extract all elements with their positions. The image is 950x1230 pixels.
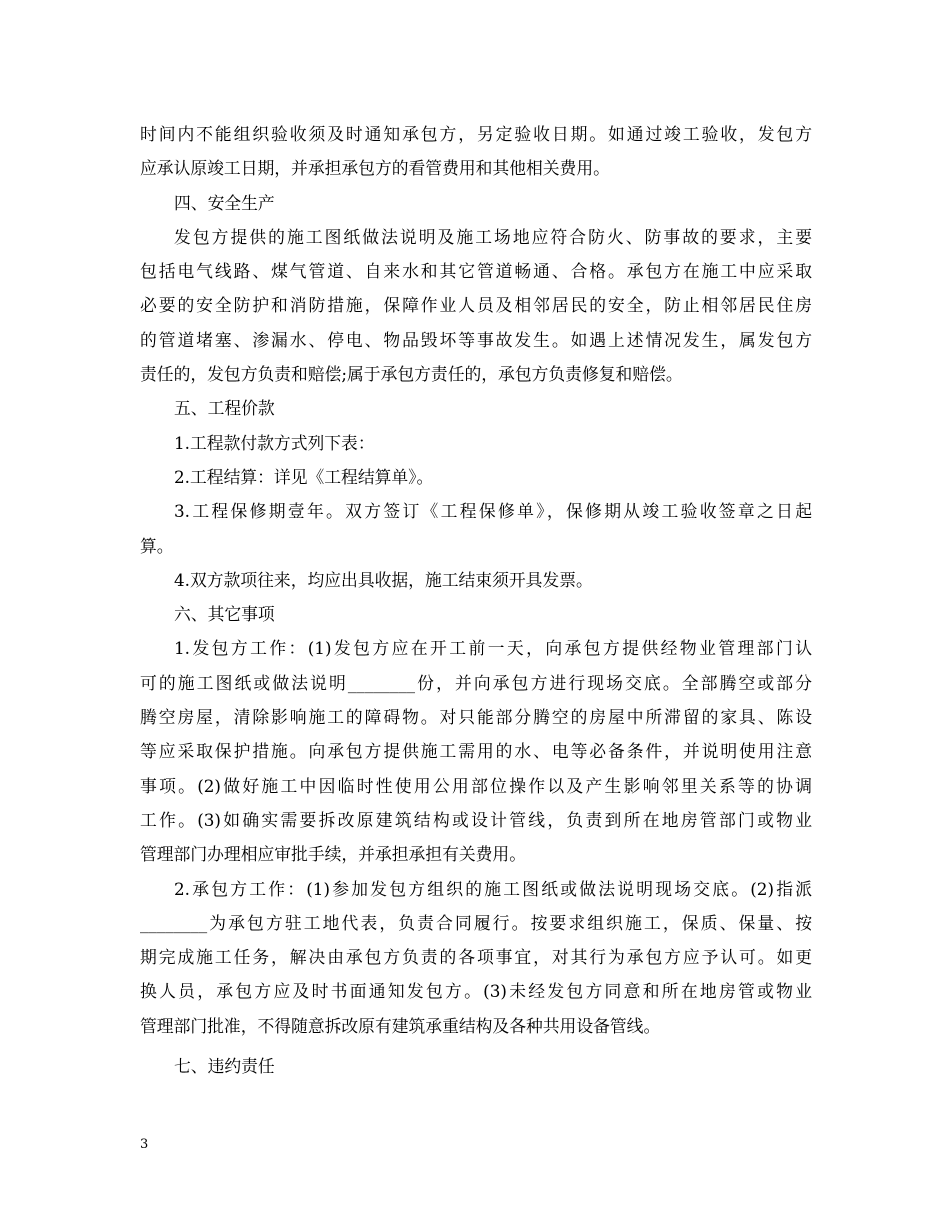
list-item: 1.工程款付款方式列下表： — [174, 432, 375, 453]
paragraph-line: 管理部门批准，不得随意拆改原有建筑承重结构及各种共用设备管线。 — [140, 1015, 661, 1036]
paragraph-line: 事项。(2)做好施工中因临时性使用公用部位操作以及产生影响邻里关系等的协调 — [140, 775, 812, 796]
paragraph-line: 等应采取保护措施。向承包方提供施工需用的水、电等必备条件，并说明使用注意 — [140, 741, 812, 762]
paragraph-line: 时间内不能组织验收须及时通知承包方，另定验收日期。如通过竣工验收，发包方 — [140, 124, 812, 144]
paragraph-line: 换人员，承包方应及时书面通知发包方。(3)未经发包方同意和所在地房管或物业 — [140, 981, 812, 1002]
list-item: 2.承包方工作：(1)参加发包方组织的施工图纸或做法说明现场交底。(2)指派 — [174, 878, 812, 899]
page-number: 3 — [140, 1137, 149, 1152]
paragraph-line: 必要的安全防护和消防措施，保障作业人员及相邻居民的安全，防止相邻居民住房 — [140, 295, 812, 316]
paragraph-line: 期完成施工任务，解决由承包方负责的各项事宜，对其行为承包方应予认可。如更 — [140, 947, 812, 968]
section-heading-price: 五、工程价款 — [174, 398, 275, 419]
paragraph-line: ________为承包方驻工地代表，负责合同履行。按要求组织施工，保质、保量、按 — [140, 912, 812, 933]
paragraph-line: 算。 — [140, 535, 174, 556]
paragraph-line: 责任的，发包方负责和赔偿;属于承包方责任的，承包方负责修复和赔偿。 — [140, 364, 683, 385]
paragraph-line: 发包方提供的施工图纸做法说明及施工场地应符合防火、防事故的要求，主要 — [174, 226, 812, 247]
paragraph-line: 的管道堵塞、渗漏水、停电、物品毁坏等事故发生。如遇上述情况发生，属发包方 — [140, 329, 812, 350]
paragraph-line: 应承认原竣工日期，并承担承包方的看管费用和其他相关费用。 — [140, 158, 610, 179]
paragraph-line: 包括电气线路、煤气管道、自来水和其它管道畅通、合格。承包方在施工中应采取 — [140, 261, 812, 282]
section-heading-liability: 七、违约责任 — [174, 1056, 275, 1077]
paragraph-line: 可的施工图纸或做法说明________份，并向承包方进行现场交底。全部腾空或部分 — [140, 672, 812, 693]
paragraph-line: 腾空房屋，清除影响施工的障碍物。对只能部分腾空的房屋中所滞留的家具、陈设 — [140, 707, 812, 728]
paragraph-line: 工作。(3)如确实需要拆改原建筑结构或设计管线，负责到所在地房管部门或物业 — [140, 809, 812, 830]
paragraph-line: 管理部门办理相应审批手续，并承担承担有关费用。 — [140, 844, 526, 865]
list-item: 2.工程结算：详见《工程结算单》。 — [174, 466, 434, 487]
list-item: 3.工程保修期壹年。双方签订《工程保修单》，保修期从竣工验收签章之日起 — [174, 501, 812, 522]
section-heading-safety: 四、安全生产 — [174, 192, 275, 213]
list-item: 1.发包方工作：(1)发包方应在开工前一天，向承包方提供经物业管理部门认 — [174, 638, 812, 659]
list-item: 4.双方款项往来，均应出具收据，施工结束须开具发票。 — [174, 569, 593, 590]
section-heading-other: 六、其它事项 — [174, 604, 275, 625]
document-body — [140, 117, 812, 1083]
